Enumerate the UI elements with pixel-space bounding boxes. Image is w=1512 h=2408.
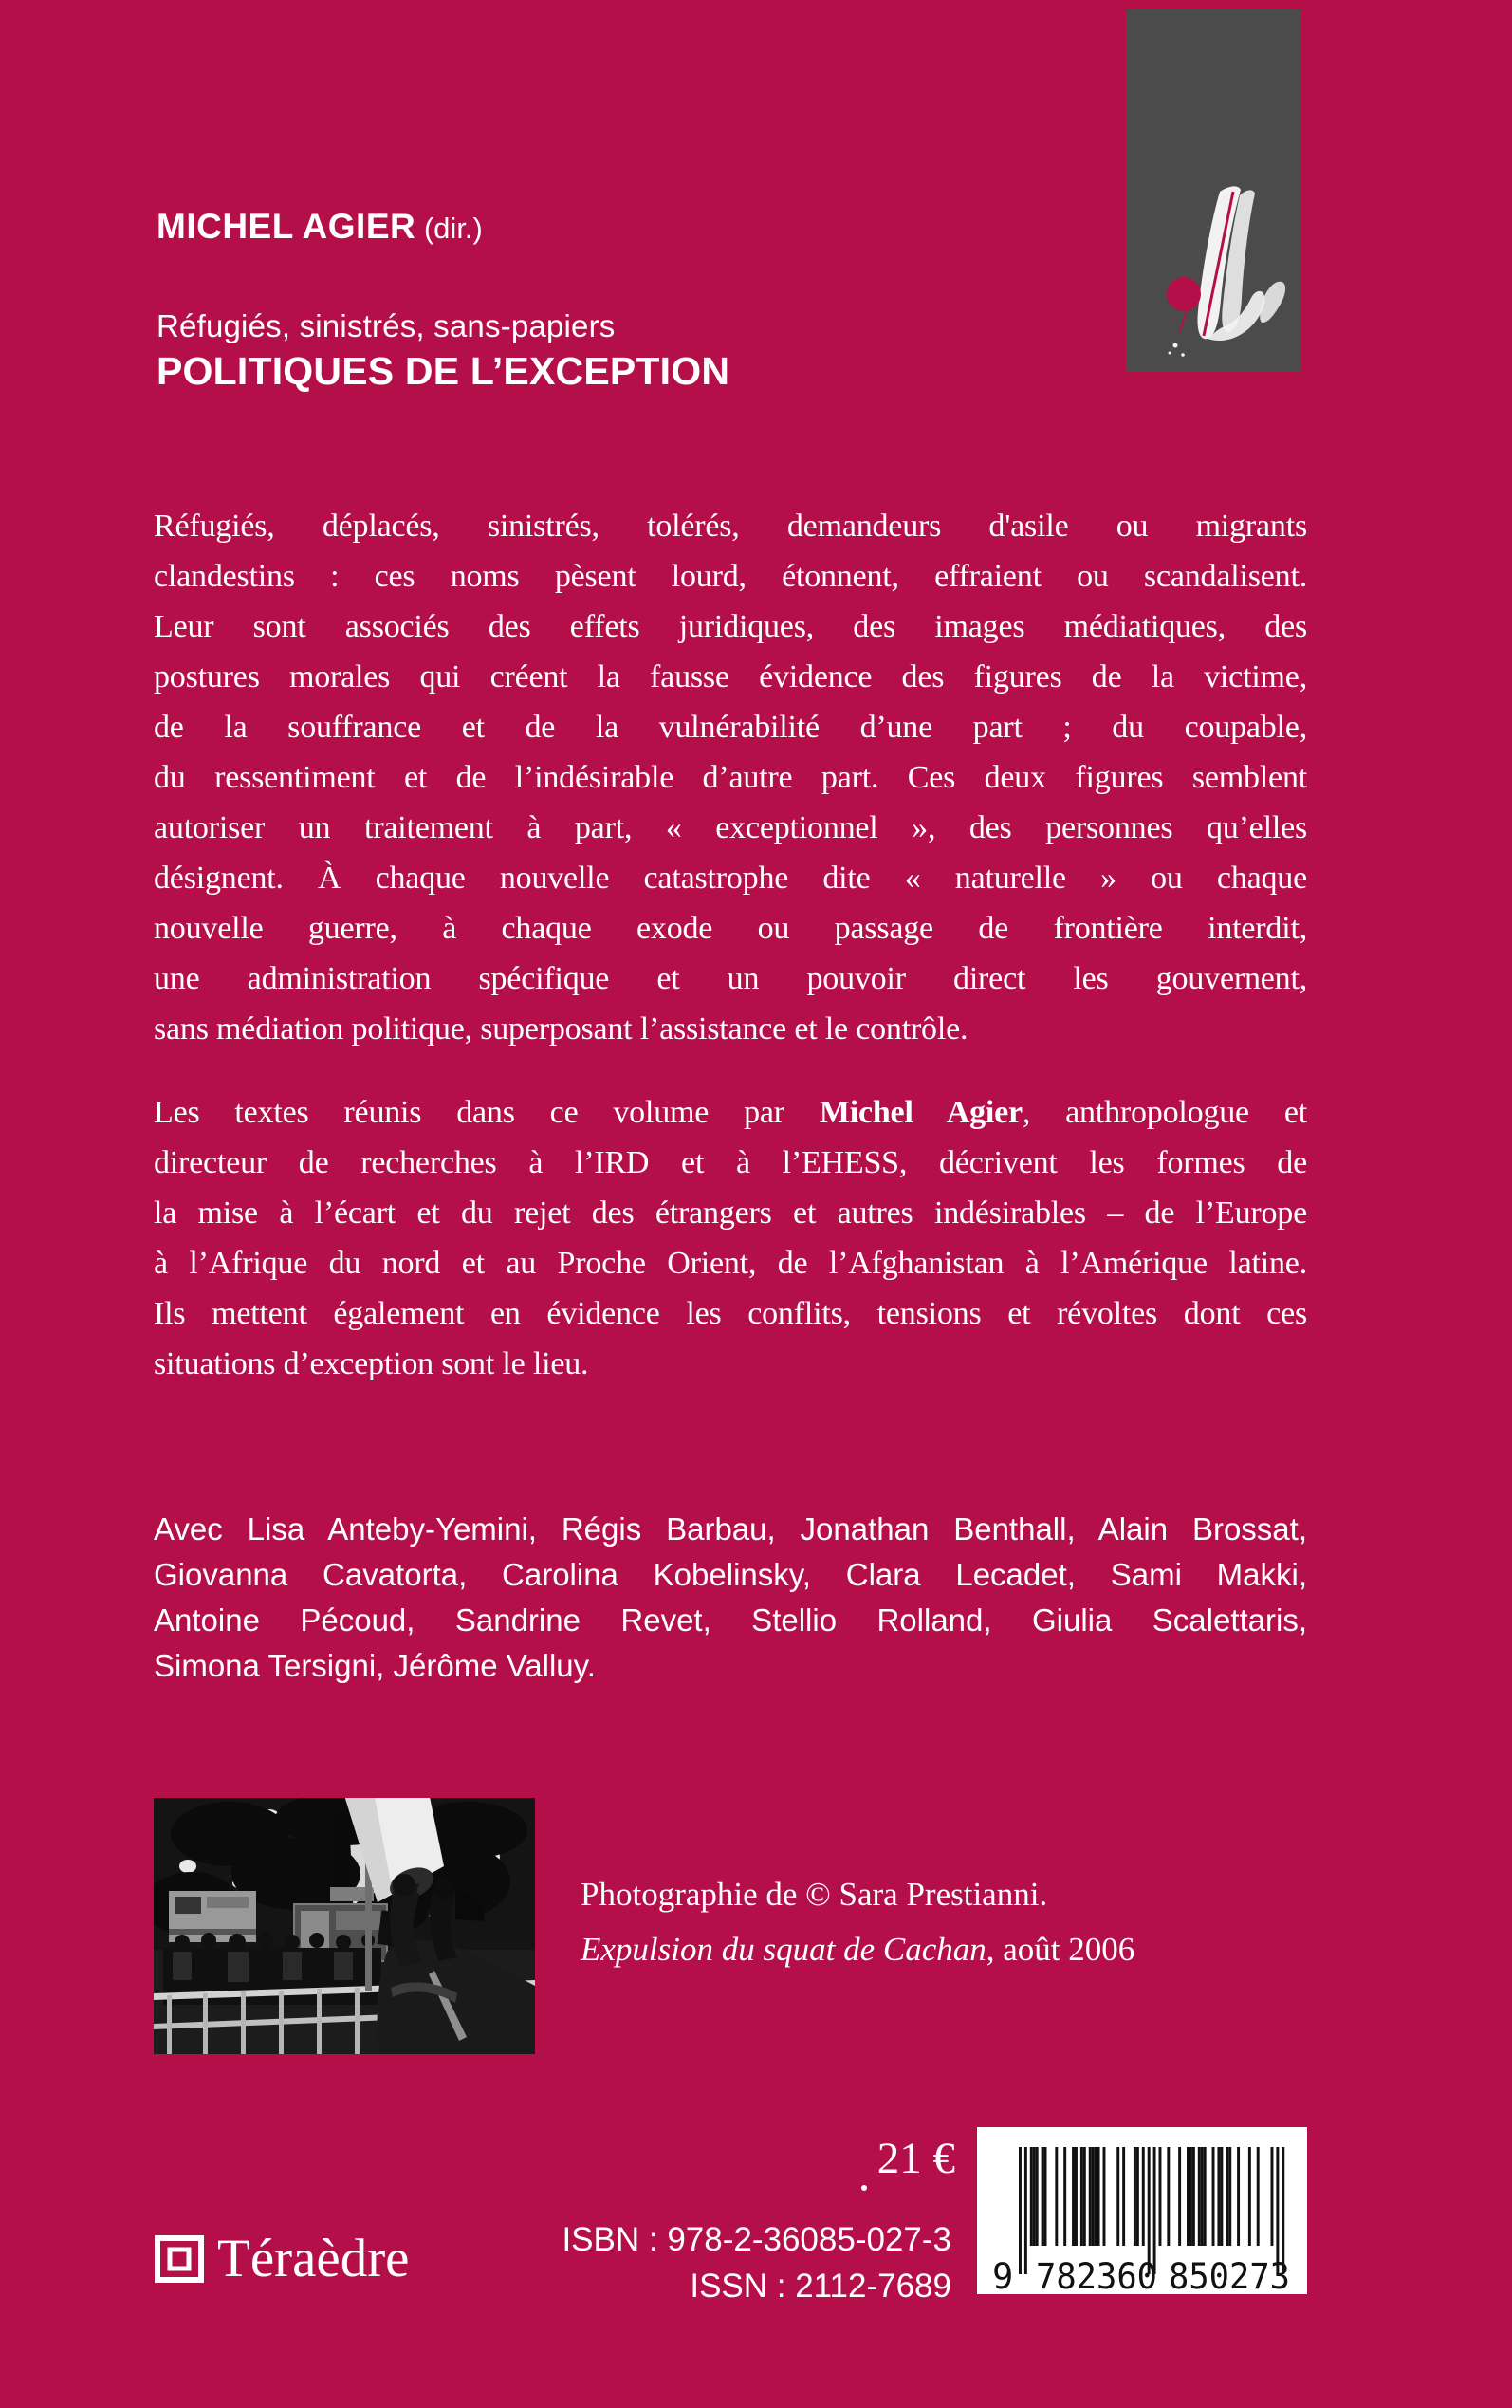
text-line: nouvelle guerre, à chaque exode ou passage de frontière interdit, xyxy=(154,911,1307,946)
ean13-barcode xyxy=(977,2127,1307,2294)
issn-line: ISSN : 2112-7689 xyxy=(690,2268,951,2305)
photo-credit xyxy=(581,1867,1134,1977)
text-line: sans médiation politique, superposant l’assistance et le contrôle. xyxy=(154,1011,968,1047)
director-suffix: (dir.) xyxy=(415,212,483,245)
text-line xyxy=(154,1087,1307,1138)
editor-paragraph xyxy=(154,1087,1307,1389)
text-line: désignent. À chaque nouvelle catastrophe dite « naturelle » ou chaque xyxy=(154,861,1307,896)
isbn-issn-block xyxy=(562,2216,951,2309)
text-line: Giovanna Cavatorta, Carolina Kobelinsky, Clara Lecadet, Sami Makki, xyxy=(154,1557,1307,1592)
book-subtitle: Réfugiés, sinistrés, sans-papiers xyxy=(157,308,616,343)
barcode-panel xyxy=(977,2127,1307,2294)
publisher-name: Téraèdre xyxy=(217,2229,410,2288)
mark-red-dot xyxy=(1167,277,1201,311)
text-span: Les textes réunis dans ce volume par xyxy=(154,1095,820,1130)
svg-text:782360: 782360 xyxy=(1036,2256,1157,2294)
contributors-list xyxy=(154,1507,1307,1689)
text-line: clandestins : ces noms pèsent lourd, étonnent, effraient ou scandalisent. xyxy=(154,559,1307,594)
text-line: une administration spécifique et un pouvoir direct les gouvernent, xyxy=(154,961,1307,996)
svg-text:9: 9 xyxy=(992,2256,1014,2294)
photo-work-title: Expulsion du squat de Cachan xyxy=(581,1931,986,1968)
text-line: de la souffrance et de la vulnérabilité d’une part ; du coupable, xyxy=(154,710,1307,745)
text-line: à l’Afrique du nord et au Proche Orient, de l’Afghanistan à l’Amérique latine. xyxy=(154,1246,1307,1281)
isbn-line: ISBN : 978-2-36085-027-3 xyxy=(562,2221,951,2258)
text-line: Ils mettent également en évidence les conflits, tensions et révoltes dont ces xyxy=(154,1296,1307,1331)
publisher-logo-icon xyxy=(155,2235,204,2283)
editor-name: Michel Agier xyxy=(819,1095,1023,1130)
text-line: Simona Tersigni, Jérôme Valluy. xyxy=(154,1648,596,1683)
price: 21 € xyxy=(876,2134,955,2183)
text-span: , août 2006 xyxy=(986,1931,1135,1968)
text-line: postures morales qui créent la fausse évidence des figures de la victime, xyxy=(154,659,1307,695)
text-line: Réfugiés, déplacés, sinistrés, tolérés, demandeurs d'asile ou migrants xyxy=(154,509,1307,544)
editor-paragraph-rest xyxy=(154,1138,1307,1389)
publisher-mark xyxy=(1126,9,1301,372)
author-name: MICHEL AGIER xyxy=(157,207,416,246)
synopsis-paragraph xyxy=(154,501,1307,1054)
author-line xyxy=(157,207,483,247)
book-title: POLITIQUES DE L’EXCEPTION xyxy=(157,349,730,393)
price-dot xyxy=(861,2185,867,2191)
text-line: Antoine Pécoud, Sandrine Revet, Stellio Rolland, Giulia Scalettaris, xyxy=(154,1602,1307,1638)
text-line: directeur de recherches à l’IRD et à l’EHESS, décrivent les formes de xyxy=(154,1145,1307,1180)
text-line: autoriser un traitement à part, « exceptionnel », des personnes qu’elles xyxy=(154,810,1307,845)
text-line: situations d’exception sont le lieu. xyxy=(154,1346,589,1381)
photo-credit-line2 xyxy=(581,1922,1134,1977)
text-line: la mise à l’écart et du rejet des étrangers et autres indésirables – de l’Europe xyxy=(154,1195,1307,1231)
text-line: du ressentiment et de l’indésirable d’autre part. Ces deux figures semblent xyxy=(154,760,1307,795)
text-line: Avec Lisa Anteby-Yemini, Régis Barbau, Jonathan Benthall, Alain Brossat, xyxy=(154,1511,1307,1547)
text-line: Leur sont associés des effets juridiques, des images médiatiques, des xyxy=(154,609,1307,644)
text-span: , anthropologue et xyxy=(1022,1095,1307,1130)
svg-text:850273: 850273 xyxy=(1169,2256,1290,2294)
cover-photo xyxy=(154,1798,535,2054)
publisher-brand xyxy=(155,2229,410,2288)
photo-credit-line1: Photographie de © Sara Prestianni. xyxy=(581,1876,1048,1913)
